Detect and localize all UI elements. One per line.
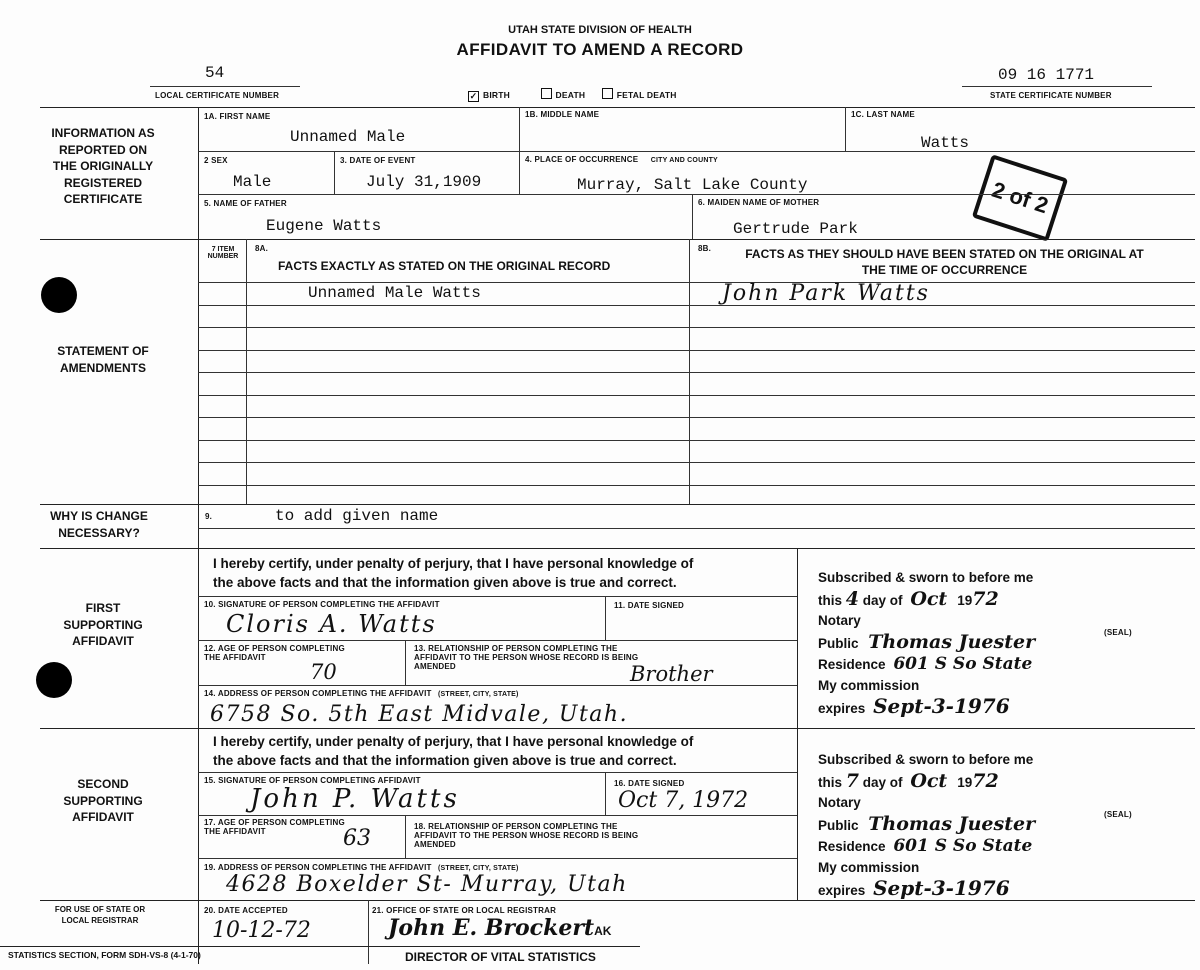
registrar-signature[interactable]: John E. BrockertAK [388, 915, 612, 941]
first-notary-signature[interactable]: Thomas Juester [868, 630, 1036, 653]
agency-name: UTAH STATE DIVISION OF HEALTH [508, 24, 692, 36]
col-8b-number: 8B. [698, 244, 712, 253]
first-age[interactable]: 70 [310, 660, 337, 684]
second-sworn-label: Subscribed & sworn to before me [818, 752, 1034, 767]
first-notary-residence[interactable]: 601 S So State [893, 654, 1033, 674]
first-relationship[interactable]: Brother [630, 662, 713, 686]
second-commission-expires[interactable]: Sept-3-1976 [873, 876, 1010, 900]
section-amendments: STATEMENT OF AMENDMENTS [57, 344, 149, 375]
first-relationship-label: 13. RELATIONSHIP OF PERSON COMPLETING THE AFFIDAVIT TO THE PERSON WHOSE RECORD IS BEING AMENDED [414, 644, 639, 671]
item-number-label: 7 ITEM NUMBER [207, 246, 239, 260]
second-certify-line2: the above facts and that the information given above is true and correct. [213, 753, 677, 768]
second-address[interactable]: 4628 Boxelder St- Murray, Utah [226, 872, 628, 897]
first-name-label: 1A. FIRST NAME [204, 112, 271, 121]
second-age-label: 17. AGE OF PERSON COMPLETING THE AFFIDAVIT [204, 818, 345, 836]
first-sworn-label: Subscribed & sworn to before me [818, 570, 1034, 585]
second-age[interactable]: 63 [343, 826, 371, 851]
reason-value[interactable]: to add given name [275, 507, 439, 525]
date-of-event-label: 3. DATE OF EVENT [340, 156, 416, 165]
amendment-original-value[interactable]: Unnamed Male Watts [308, 284, 481, 302]
form-id: STATISTICS SECTION, FORM SDH-VS-8 (4-1-70) [8, 950, 201, 960]
second-notary-block: Subscribed & sworn to before me this 7 day of Oct 1972 Notary Public Thomas Juester Residence 601 S So State My commission expires Sept-3-1976 [818, 750, 1148, 902]
date-accepted-value[interactable]: 10-12-72 [212, 918, 311, 943]
section-second-affidavit: SECOND SUPPORTING AFFIDAVIT [63, 777, 143, 824]
state-certificate-number[interactable]: 09 16 1771 [998, 66, 1095, 84]
page-stamp: 2 of 2 [972, 154, 1068, 241]
second-certify-line1: I hereby certify, under penalty of perjury, that I have personal knowledge of [213, 734, 694, 749]
first-notary-block: Subscribed & sworn to before me this 4 day of Oct 1972 Notary Public Thomas Juester Residence 601 S So State My commission expires Sept-3-1976 [818, 568, 1148, 720]
mother-name-label: 6. MAIDEN NAME OF MOTHER [698, 198, 820, 207]
first-signature[interactable]: Cloris A. Watts [226, 610, 437, 638]
first-sworn-day[interactable]: 4 [845, 587, 860, 610]
section-first-affidavit: FIRST SUPPORTING AFFIDAVIT [63, 601, 143, 648]
birth-checkbox[interactable]: ✓ BIRTH [469, 90, 510, 101]
second-sworn-month[interactable]: Oct [910, 769, 948, 792]
section-why-change: WHY IS CHANGE NECESSARY? [50, 509, 148, 540]
second-signature-label: 15. SIGNATURE OF PERSON COMPLETING AFFIDAVIT [204, 776, 421, 785]
date-accepted-label: 20. DATE ACCEPTED [204, 906, 288, 915]
col-8a-number: 8A. [255, 244, 269, 253]
form-title: AFFIDAVIT TO AMEND A RECORD [456, 40, 744, 59]
first-address-label: 14. ADDRESS OF PERSON COMPLETING THE AFFIDAVIT (STREET, CITY, STATE) [204, 689, 519, 698]
first-sworn-year[interactable]: 72 [972, 587, 999, 610]
last-name-label: 1C. LAST NAME [851, 110, 915, 119]
state-certificate-label: STATE CERTIFICATE NUMBER [990, 91, 1112, 100]
first-commission-expires[interactable]: Sept-3-1976 [873, 694, 1010, 718]
local-certificate-number[interactable]: 54 [205, 64, 225, 82]
second-address-label: 19. ADDRESS OF PERSON COMPLETING THE AFFIDAVIT (STREET, CITY, STATE) [204, 863, 519, 872]
registrar-office-label: 21. OFFICE OF STATE OR LOCAL REGISTRAR [372, 906, 557, 915]
fetal-death-checkbox[interactable]: FETAL DEATH [602, 90, 677, 100]
date-of-event-value[interactable]: July 31,1909 [366, 173, 482, 191]
first-address[interactable]: 6758 So. 5th East Midvale, Utah. [210, 702, 629, 727]
checked-box-icon: ✓ [469, 91, 478, 101]
hole-punch [41, 277, 77, 313]
father-name-value[interactable]: Eugene Watts [266, 217, 382, 235]
death-checkbox[interactable]: DEATH [541, 90, 586, 100]
father-name-label: 5. NAME OF FATHER [204, 199, 287, 208]
second-sworn-day[interactable]: 7 [845, 769, 860, 792]
first-signature-label: 10. SIGNATURE OF PERSON COMPLETING THE AFFIDAVIT [204, 600, 440, 609]
first-name-value[interactable]: Unnamed Male [290, 128, 406, 146]
section-registrar: FOR USE OF STATE OR LOCAL REGISTRAR [54, 905, 146, 925]
place-label: 4. PLACE OF OCCURRENCE CITY AND COUNTY [525, 155, 718, 164]
registrar-title: DIRECTOR OF VITAL STATISTICS [405, 950, 596, 964]
middle-name-label: 1B. MIDDLE NAME [525, 110, 600, 119]
empty-box-icon [602, 88, 613, 99]
empty-box-icon [541, 88, 552, 99]
second-date-signed-label: 16. DATE SIGNED [614, 779, 685, 788]
col-8a-header: FACTS EXACTLY AS STATED ON THE ORIGINAL RECORD [278, 259, 611, 273]
second-notary-residence[interactable]: 601 S So State [893, 836, 1033, 856]
first-age-label: 12. AGE OF PERSON COMPLETING THE AFFIDAVIT [204, 644, 345, 662]
first-date-signed-label: 11. DATE SIGNED [614, 601, 684, 610]
second-date-signed[interactable]: Oct 7, 1972 [618, 788, 749, 813]
second-notary-signature[interactable]: Thomas Juester [868, 812, 1036, 835]
amendment-corrected-value[interactable]: John Park Watts [722, 281, 930, 306]
second-signature[interactable]: John P. Watts [250, 784, 460, 814]
local-certificate-label: LOCAL CERTIFICATE NUMBER [155, 91, 280, 100]
reason-number: 9. [205, 512, 213, 521]
sex-label: 2 SEX [204, 156, 228, 165]
col-8b-header: FACTS AS THEY SHOULD HAVE BEEN STATED ON THE ORIGINAL AT THE TIME OF OCCURRENCE [745, 247, 1144, 277]
mother-name-value[interactable]: Gertrude Park [733, 220, 858, 238]
hole-punch [36, 662, 72, 698]
first-seal-label: (SEAL) [1104, 628, 1132, 637]
first-certify-line2: the above facts and that the information given above is true and correct. [213, 575, 677, 590]
record-type-options [468, 88, 677, 102]
sex-value[interactable]: Male [233, 173, 272, 191]
second-seal-label: (SEAL) [1104, 810, 1132, 819]
place-value[interactable]: Murray, Salt Lake County [577, 176, 808, 194]
second-sworn-year[interactable]: 72 [972, 769, 999, 792]
last-name-value[interactable]: Watts [921, 134, 970, 152]
section-original-info: INFORMATION AS REPORTED ON THE ORIGINALLY REGISTERED CERTIFICATE [51, 126, 155, 206]
second-relationship-label: 18. RELATIONSHIP OF PERSON COMPLETING THE AFFIDAVIT TO THE PERSON WHOSE RECORD IS BEING AMENDED [414, 822, 639, 849]
first-sworn-month[interactable]: Oct [910, 587, 948, 610]
first-certify-line1: I hereby certify, under penalty of perjury, that I have personal knowledge of [213, 556, 694, 571]
